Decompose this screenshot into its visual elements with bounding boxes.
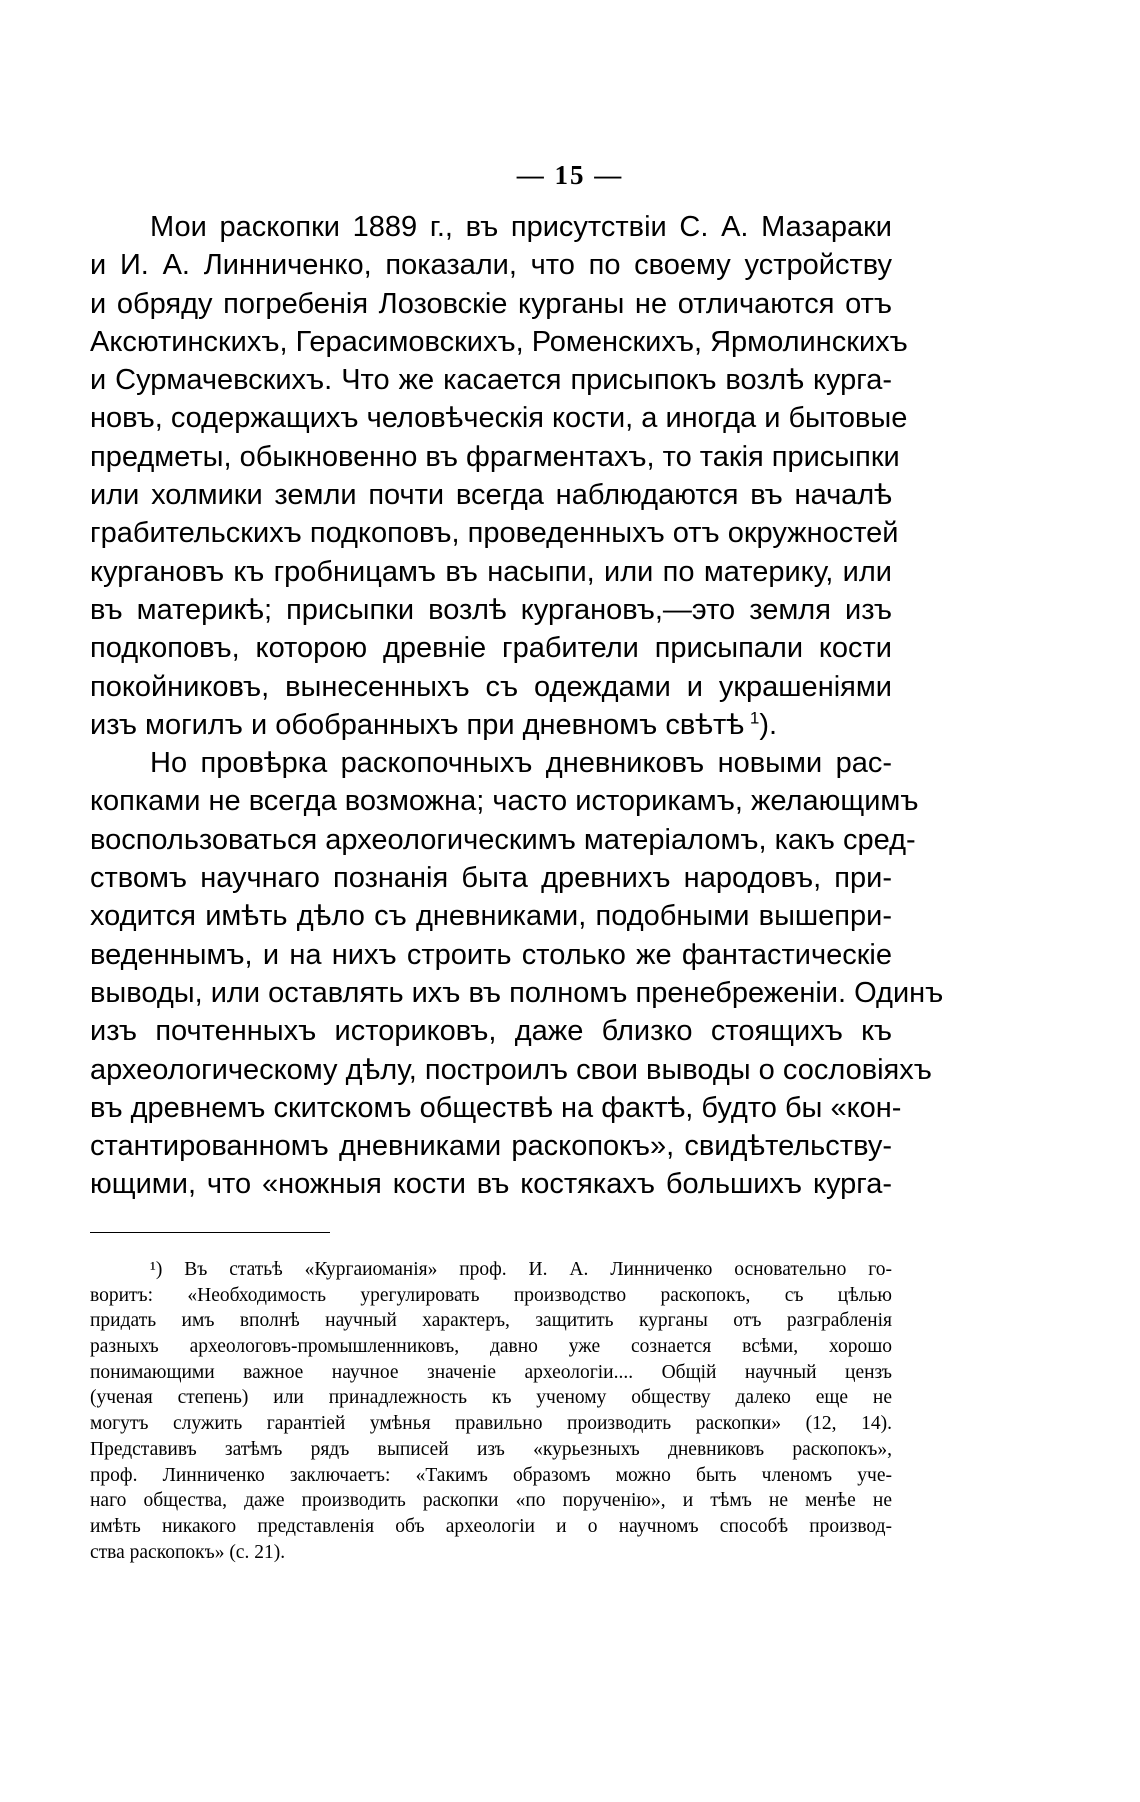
text-line: ющими, что «ножныя кости въ костякахъ большихъ курга- <box>90 1168 892 1201</box>
text-line: предметы, обыкновенно въ фрагментахъ, то такія присыпки <box>90 440 900 473</box>
footnote-reference-suffix: ). <box>759 708 778 741</box>
footnote-line: понимающими важное научное значеніе археологіи.... Общій научный цензъ <box>90 1361 892 1383</box>
footnote-line: проф. Линниченко заключаетъ: «Такимъ образомъ можно быть членомъ уче- <box>90 1464 892 1486</box>
text-line: веденнымъ, и на нихъ строить столько же фантастическіе <box>90 938 892 971</box>
footnote-marker: ¹) <box>150 1259 163 1280</box>
text-line: грабительскихъ подкоповъ, проведенныхъ отъ окружностей <box>90 517 899 550</box>
text-line: археологическому дѣлу, построилъ свои выводы о сословіяхъ <box>90 1053 932 1086</box>
text-line: изъ почтенныхъ историковъ, даже близко стоящихъ къ <box>90 1015 892 1048</box>
text-line: ствомъ научнаго познанія быта древнихъ народовъ, при- <box>90 862 892 895</box>
main-text <box>90 208 944 1204</box>
text-line: и обряду погребенія Лозовскіе курганы не отличаются отъ <box>90 287 892 320</box>
page-number: — 15 — <box>516 160 624 190</box>
text-line: въ материкѣ; присыпки возлѣ кургановъ,—это земля изъ <box>90 593 892 626</box>
text-line-with-footnote-ref <box>90 706 892 744</box>
text-line: въ древнемъ скитскомъ обществѣ на фактѣ, будто бы «кон- <box>90 1091 902 1124</box>
text-line: копками не всегда возможна; часто историкамъ, желающимъ <box>90 785 919 818</box>
footnote-divider <box>90 1232 330 1233</box>
text-line: Аксютинскихъ, Герасимовскихъ, Роменскихъ, Ярмолинскихъ <box>90 325 908 358</box>
text-line: покойниковъ, вынесенныхъ съ одеждами и украшеніями <box>90 670 892 703</box>
text-line: стантированномъ дневниками раскопокъ», свидѣтельству- <box>90 1130 892 1163</box>
text-line: кургановъ къ гробницамъ въ насыпи, или по материку, или <box>90 555 892 588</box>
footnote-line: ства раскопокъ» (с. 21). <box>90 1541 286 1563</box>
text-line: изъ могилъ и обобранныхъ при дневномъ свѣтѣ <box>90 708 745 741</box>
footnote-line: придать имъ вполнѣ научный характеръ, защитить курганы отъ разграбленія <box>90 1310 892 1332</box>
footnote-line: имѣть никакого представленія объ археологіи и о научномъ способѣ производ- <box>90 1515 892 1537</box>
footnote-line: наго общества, даже производить раскопки «по порученію», и тѣмъ не менѣе не <box>90 1490 892 1512</box>
footnote-line-with-marker <box>90 1257 892 1283</box>
footnote-reference: 1 <box>749 708 760 728</box>
text-line: или холмики земли почти всегда наблюдаются въ началѣ <box>90 479 892 512</box>
footnote-line: воритъ: «Необходимость урегулировать производство раскопокъ, съ цѣлью <box>90 1284 892 1306</box>
text-line: Мои раскопки 1889 г., въ присутствіи С. А. Мазараки <box>150 211 892 243</box>
text-line: подкоповъ, которою древніе грабители присыпали кости <box>90 632 892 665</box>
text-line: воспользоваться археологическимъ матеріаломъ, какъ сред- <box>90 823 916 856</box>
footnote <box>90 1257 892 1565</box>
footnote-line: Представивъ затѣмъ рядъ выписей изъ «курьезныхъ дневниковъ раскопокъ», <box>90 1438 892 1460</box>
footnote-line: разныхъ археологовъ-промышленниковъ, давно уже сознается всѣми, хорошо <box>90 1336 892 1358</box>
footnote-line: Въ статьѣ «Кургаиоманія» проф. И. А. Линниченко основательно го- <box>184 1259 893 1280</box>
text-line: выводы, или оставлять ихъ въ полномъ пренебреженіи. Одинъ <box>90 976 944 1009</box>
text-line: и Сурмачевскихъ. Что же касается присыпокъ возлѣ курга- <box>90 364 892 397</box>
text-line: новъ, содержащихъ человѣческія кости, а иногда и бытовые <box>90 402 908 435</box>
text-line: Но провѣрка раскопочныхъ дневниковъ новыми рас- <box>150 747 892 780</box>
footnote-line: могутъ служить гарантіей умѣнья правильно производить раскопки» (12, 14). <box>90 1413 892 1435</box>
footnote-line: (ученая степень) или принадлежность къ ученому обществу далеко еще не <box>90 1387 892 1409</box>
text-line: и И. А. Линниченко, показали, что по своему устройству <box>90 249 892 282</box>
text-line: ходится имѣть дѣло съ дневниками, подобными вышепри- <box>90 900 892 933</box>
